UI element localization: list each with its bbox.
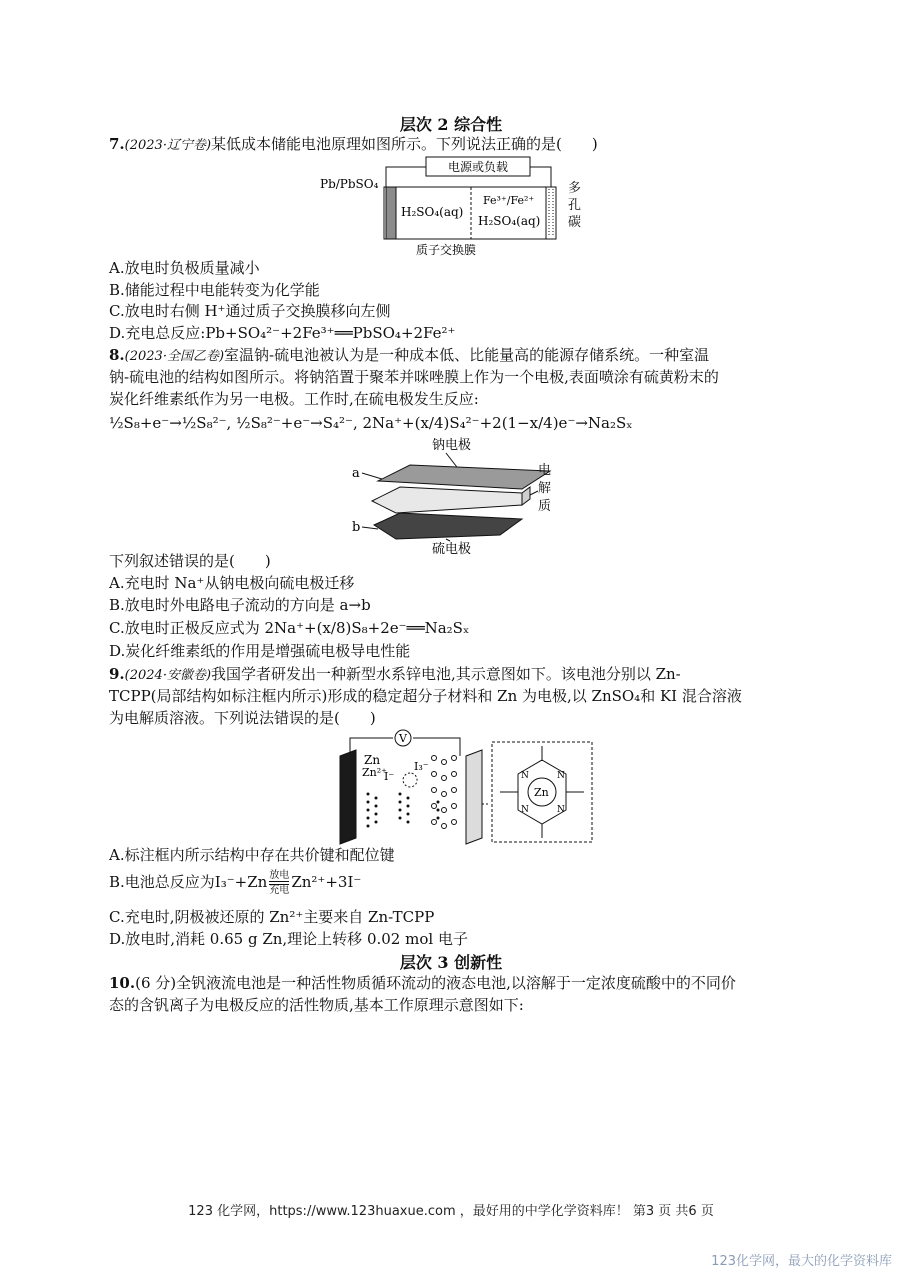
porphyrin-center-label: Zn (534, 786, 549, 799)
terminal-a-label: a (352, 466, 360, 481)
membrane-label: 质子交换膜 (416, 243, 477, 257)
question-source: (2024·安徽卷) (124, 668, 212, 683)
electrolyte-label: 电解质 (538, 463, 552, 514)
question-number: 10. (109, 974, 136, 992)
q10-stem-line-1 (109, 972, 736, 994)
question-source: (2023·辽宁卷) (124, 138, 212, 153)
q8-option-c: C.放电时正极反应式为 2Na⁺+(x/8)S₈+2e⁻══Na₂Sₓ (109, 619, 470, 637)
question-number: 7. (109, 135, 125, 153)
question-stem: 某低成本储能电池原理如图所示。下列说法正确的是( ) (211, 135, 598, 153)
right-electrode-label: 多孔碳 (568, 181, 582, 230)
site-watermark: 123化学网，最大的化学资料库 (711, 1254, 892, 1269)
q10-stem-line-2: 态的含钒离子为电极反应的活性物质,基本工作原理示意图如下: (109, 996, 524, 1014)
pb-electrode (386, 187, 396, 239)
voltmeter-label: V (399, 732, 407, 745)
left-wire (386, 167, 426, 187)
q8-option-b: B.放电时外电路电子流动的方向是 a→b (109, 596, 371, 614)
q7-option-b: B.储能过程中电能转变为化学能 (109, 281, 320, 299)
framework-lattice (432, 756, 457, 829)
terminal-b-label: b (352, 520, 361, 535)
zn-ion-label: Zn²⁺ (362, 766, 387, 779)
question-stem: 全钒液流电池是一种活性物质循环流动的液态电池,以溶解于一定浓度硫酸中的不同价 (176, 974, 736, 992)
question-stem: 我国学者研发出一种新型水系锌电池,其示意图如下。该电池分别以 Zn- (211, 665, 681, 683)
q8-stem-line-1 (109, 344, 709, 368)
reversible-arrow (269, 870, 289, 896)
power-label: 电源或负载 (447, 160, 509, 174)
q7-stem-line (109, 133, 598, 157)
q8-stem-line-2: 钠-硫电池的结构如图所示。将钠箔置于聚苯并咪唑膜上作为一个电极,表面喷涂有硫黄粉末的 (109, 368, 719, 386)
option-b-products: Zn²⁺+3I⁻ (291, 873, 362, 891)
n-label: N (521, 771, 529, 781)
q8-question: 下列叙述错误的是( ) (109, 552, 271, 570)
page-footer: 123 化学网，https://www.123huaxue.com ，最好用的中学化学资料库！ 第3 页 共6 页 (188, 1204, 714, 1219)
electrolyte-layer (372, 487, 522, 513)
left-electrode-label: Pb/PbSO₄ (320, 177, 379, 191)
sulfur-electrode-layer (374, 513, 522, 539)
question-stem: 室温钠-硫电池被认为是一种成本低、比能量高的能源存储系统。一种室温 (224, 346, 710, 364)
sodium-electrode-label: 钠电极 (432, 438, 472, 453)
n-label: N (521, 805, 529, 815)
zn-tcpp-electrode (466, 750, 482, 844)
iodide-label: I⁻ (384, 770, 395, 783)
q9-stem-line-2: TCPP(局部结构如标注框内所示)形成的稳定超分子材料和 Zn 为电极,以 ZnSO₄和 KI 混合溶液 (109, 687, 742, 705)
q7-battery-figure (318, 155, 588, 257)
section-heading-2: 层次 2 综合性 (399, 115, 503, 134)
section-heading-3: 层次 3 创新性 (399, 953, 503, 972)
charge-label: 充电 (269, 885, 290, 896)
porous-carbon-electrode (546, 187, 556, 239)
n-label: N (557, 805, 565, 815)
zn-label: Zn (364, 753, 381, 767)
n-label: N (557, 771, 565, 781)
option-b-prefix: B.电池总反应为 (109, 873, 215, 891)
ion-dots (367, 793, 440, 828)
right-wire (530, 167, 551, 187)
q8-option-a: A.充电时 Na⁺从钠电极向硫电极迁移 (109, 574, 355, 592)
question-source: (2023·全国乙卷) (124, 349, 225, 364)
q8-reaction-equation: ½S₈+e⁻→½S₈²⁻, ½S₈²⁻+e⁻→S₄²⁻, 2Na⁺+(x/4)S₄²⁻+2(1−x/4)e⁻→Na₂Sₓ (109, 414, 633, 432)
right-ion-label: Fe³⁺/Fe²⁺ (483, 194, 535, 207)
q7-option-c: C.放电时右侧 H⁺通过质子交换膜移向左侧 (109, 302, 391, 320)
question-number: 9. (109, 665, 125, 683)
q9-zinc-battery-figure (338, 728, 598, 846)
q7-option-a: A.放电时负极质量减小 (109, 259, 260, 277)
q9-option-d: D.放电时,消耗 0.65 g Zn,理论上转移 0.02 mol 电子 (109, 930, 468, 948)
q7-option-d: D.充电总反应:Pb+SO₄²⁻+2Fe³⁺══PbSO₄+2Fe²⁺ (109, 324, 456, 342)
q8-stem-line-3: 炭化纤维素纸作为另一电极。工作时,在硫电极发生反应: (109, 390, 479, 408)
zinc-electrode (340, 750, 356, 844)
q9-option-b (109, 870, 361, 896)
q9-option-c: C.充电时,阴极被还原的 Zn²⁺主要来自 Zn-TCPP (109, 908, 435, 926)
sodium-electrode-layer (378, 465, 550, 489)
right-solution-label: H₂SO₄(aq) (478, 214, 541, 228)
question-number: 8. (109, 346, 125, 364)
question-score: (6 分) (135, 974, 177, 992)
discharge-label: 放电 (269, 870, 290, 881)
sulfur-electrode-label: 硫电极 (432, 542, 472, 557)
q9-option-a: A.标注框内所示结构中存在共价键和配位键 (109, 846, 395, 864)
q8-option-d: D.炭化纤维素纸的作用是增强硫电极导电性能 (109, 642, 411, 660)
q9-stem-line-1 (109, 663, 681, 687)
left-solution-label: H₂SO₄(aq) (401, 205, 464, 219)
option-b-reactants: I₃⁻+Zn (214, 873, 268, 891)
q9-stem-line-3: 为电解质溶液。下列说法错误的是( ) (109, 709, 376, 727)
triiodide-label: I₃⁻ (414, 760, 429, 773)
